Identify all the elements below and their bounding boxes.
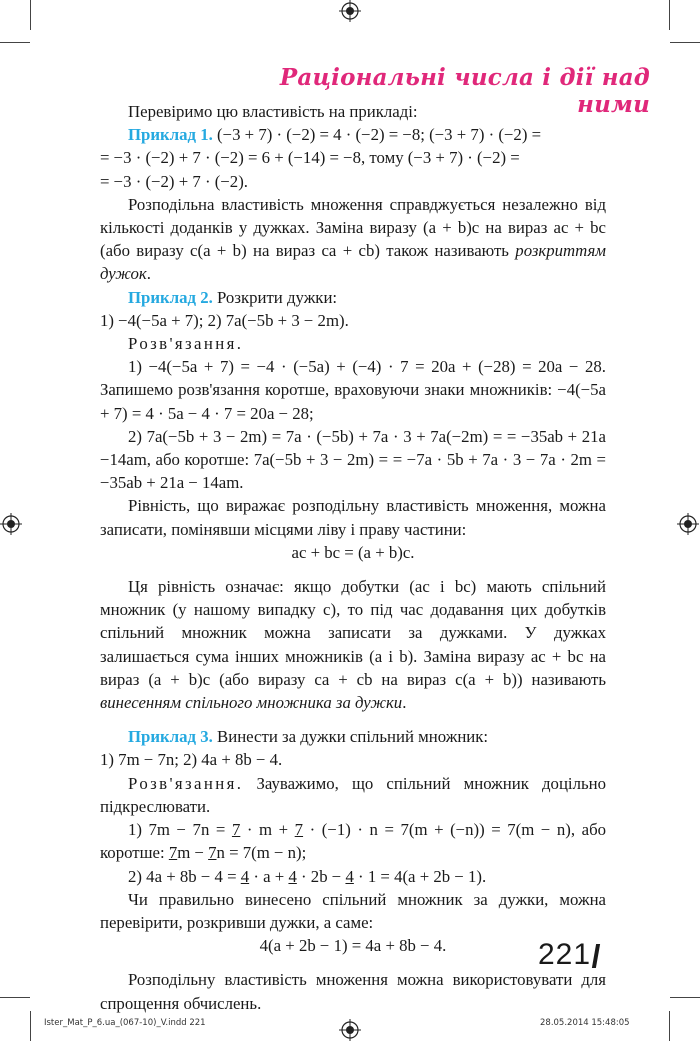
formula: 4(a + 2b − 1) = 4a + 8b − 4. bbox=[259, 936, 447, 956]
solution-step: 1) 7m − 7n = 7 · m + 7 · (−1) · n = 7(m + (−n)) = 7(m − n), або коротше: 7m − 7n = 7(m − n); bbox=[100, 820, 607, 863]
solution-step: 2) 4a + 8b − 4 = 4 · a + 4 · 2b − 4 · 1 = 4(a + 2b − 1). bbox=[128, 866, 487, 886]
example-line: = −3 · (−2) + 7 · (−2). bbox=[100, 171, 248, 191]
example-items: 1) 7m − 7n; 2) 4a + 8b − 4. bbox=[100, 750, 283, 770]
solution-step: 2) 7a(−5b + 3 − 2m) = 7a · (−5b) + 7a · 3 + 7a(−2m) = = −35ab + 21a −14am, або коротше: 7a(−5b + 3 − 2m) = = −7a · 5b + 7a · 3 − 7a · 2m = −35ab + 21a − 14am. bbox=[100, 426, 606, 493]
running-header: Раціональні числа і дії над ними bbox=[279, 64, 650, 118]
example-3: Приклад 3. Винести за дужки спільний множник: bbox=[128, 727, 489, 747]
example-label: Приклад 3. bbox=[128, 727, 213, 747]
paragraph: Ця рівність означає: якщо добутки (ac і bc) мають спільний множник (у нашому випадку c), то під час додавання цих добутків спільний множник можна записати за дужками. У дужках залишається сума інших множників (a і b). Заміна виразу ac + bc на вираз (a + b)c (або виразу ca + cb на вираз c(a + b)) називають винесенням спільного множника за дужки. bbox=[100, 577, 606, 713]
term: розкриттям дужок bbox=[100, 241, 606, 284]
example-1 bbox=[100, 123, 606, 146]
print-slug-timestamp: 28.05.2014 15:48:05 bbox=[540, 1018, 630, 1028]
paragraph: Перевіримо цю властивість на прикладі: bbox=[128, 102, 418, 121]
example-items: 1) −4(−5a + 7); 2) 7a(−5b + 3 − 2m). bbox=[100, 310, 349, 330]
solution-label: Розв'язання. bbox=[128, 773, 244, 793]
crop-mark bbox=[30, 0, 31, 30]
body-text bbox=[100, 100, 606, 1015]
registration-mark-icon bbox=[339, 0, 361, 22]
paragraph: Рівність, що виражає розподільну властивість множення, можна записати, помінявши місцями ліву і праву частини: bbox=[100, 496, 606, 539]
solution-label: Розв'язання. bbox=[128, 334, 244, 354]
term: винесенням спільного множника за дужки bbox=[100, 693, 403, 713]
example-label: Приклад 1. bbox=[128, 125, 213, 145]
print-slug-file: Ister_Mat_P_6.ua_(067-10)_V.indd 221 bbox=[44, 1018, 206, 1028]
crop-mark bbox=[0, 42, 30, 43]
crop-mark bbox=[669, 1011, 670, 1041]
crop-mark bbox=[669, 0, 670, 30]
page-number: 221 bbox=[538, 938, 592, 971]
formula: ac + bc = (a + b)c. bbox=[291, 542, 415, 562]
example-line: (−3 + 7) · (−2) = 4 · (−2) = −8; (−3 + 7) · (−2) = bbox=[217, 125, 542, 145]
paragraph: Розподільну властивість множення можна використовувати для спрощення обчислень. bbox=[100, 970, 606, 1013]
crop-mark bbox=[670, 42, 700, 43]
registration-mark-icon bbox=[677, 513, 699, 535]
paragraph: Розподільна властивість множення справджується незалежно від кількості доданків у дужках. Заміна виразу (a + b)c на вираз ac + bc (або виразу c(a + b) на вираз ca + cb) також називають розкриттям дужок. bbox=[100, 194, 606, 284]
registration-mark-icon bbox=[339, 1019, 361, 1041]
crop-mark bbox=[0, 997, 30, 998]
solution: Розв'язання. Зауважимо, що спільний множник доцільно підкреслювати. bbox=[100, 773, 606, 816]
crop-mark bbox=[670, 997, 700, 998]
example-2: Приклад 2. Розкрити дужки: bbox=[128, 287, 338, 307]
example-line: = −3 · (−2) + 7 · (−2) = 6 + (−14) = −8, тому (−3 + 7) · (−2) = bbox=[100, 148, 520, 168]
paragraph: Чи правильно винесено спільний множник за дужки, можна перевірити, розкривши дужки, а саме: bbox=[100, 889, 606, 932]
example-label: Приклад 2. bbox=[128, 287, 213, 307]
solution-step: 1) −4(−5a + 7) = −4 · (−5a) + (−4) · 7 = 20a + (−28) = 20a − 28. Запишемо розв'язання коротше, враховуючи знаки множників: −4(−5a + 7) = 4 · 5a − 4 · 7 = 20a − 28; bbox=[100, 357, 606, 423]
crop-mark bbox=[30, 1011, 31, 1041]
registration-mark-icon bbox=[0, 513, 22, 535]
